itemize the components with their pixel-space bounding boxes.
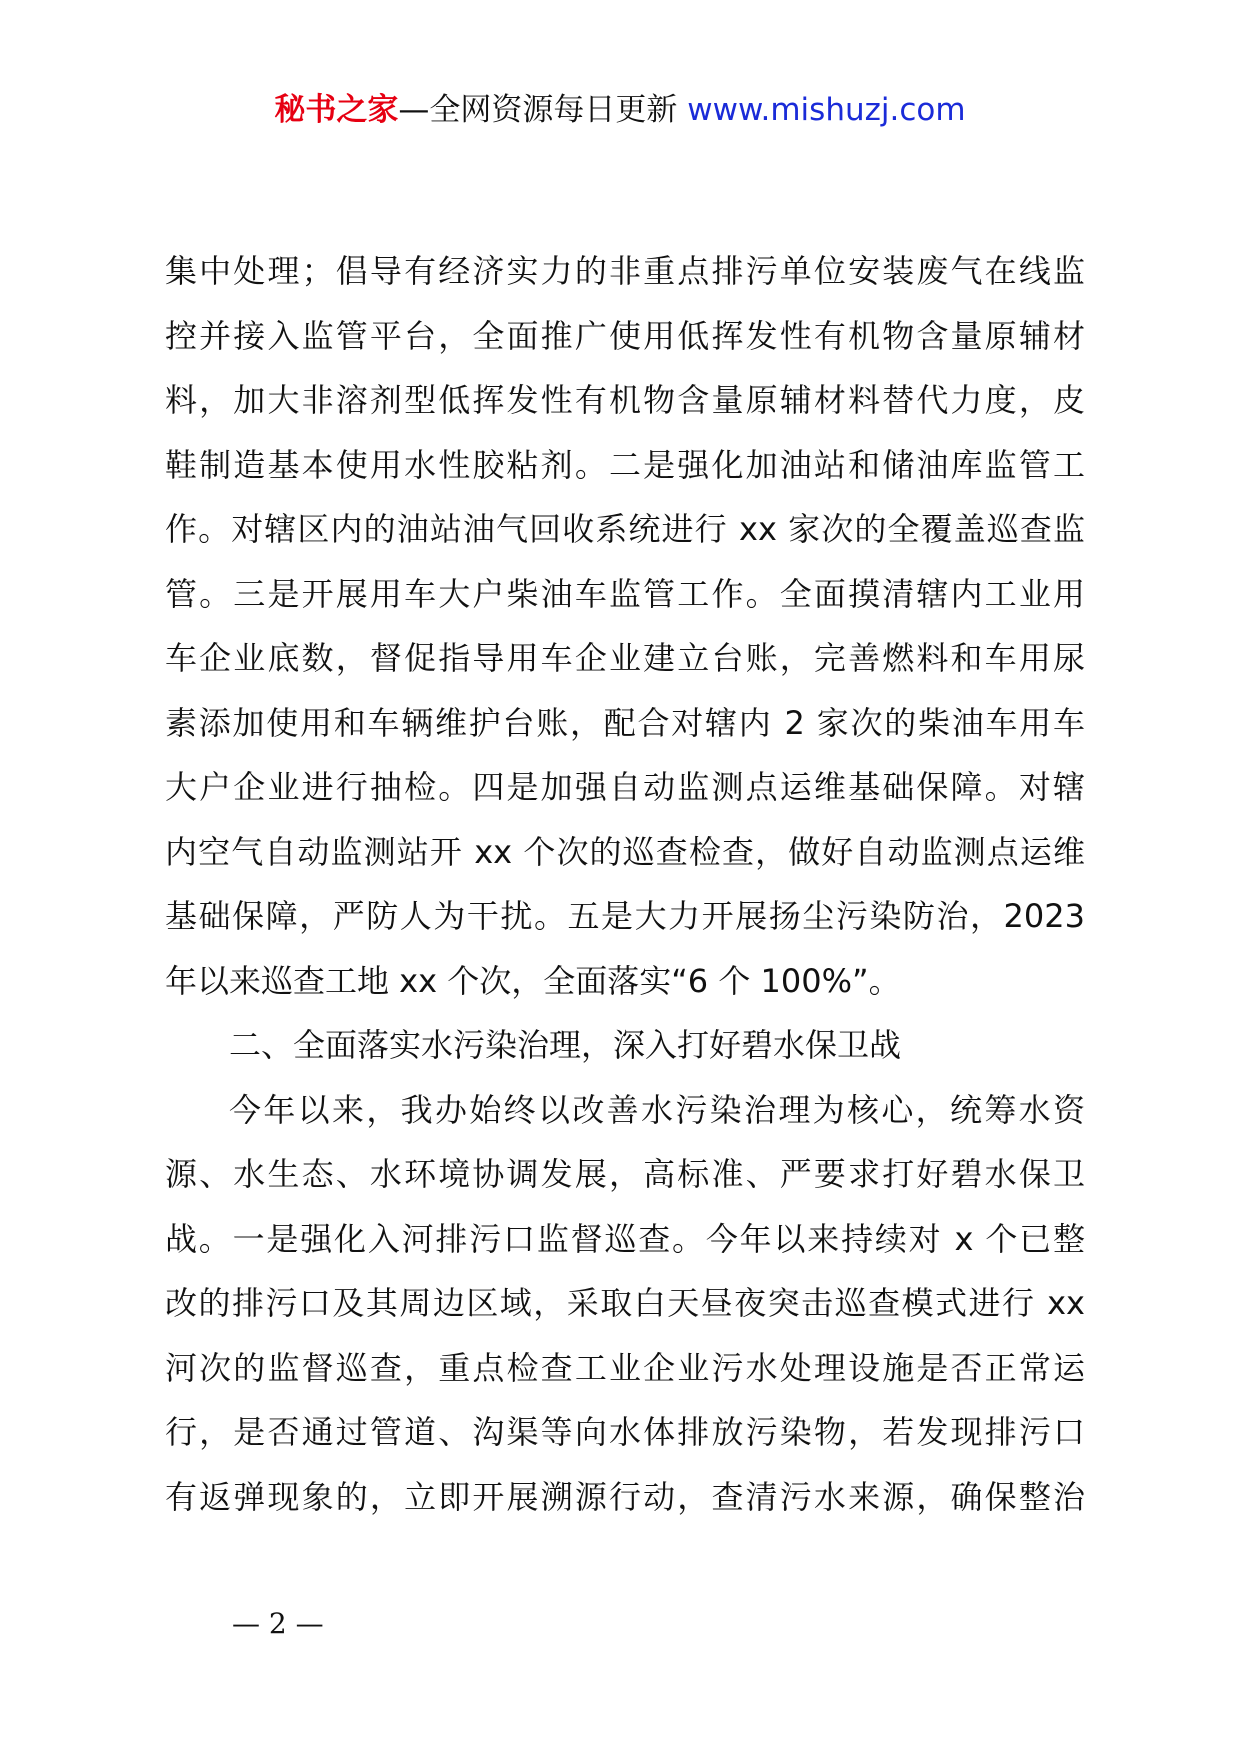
body-line: 改的排污口及其周边区域，采取白天昼夜突击巡查模式进行 xx xyxy=(165,1284,1085,1322)
body-line: 集中处理；倡导有经济实力的非重点排污单位安装废气在线监 xyxy=(165,252,1085,290)
body-line: 内空气自动监测站开 xx 个次的巡查检查，做好自动监测点运维 xyxy=(165,832,1085,871)
body-line: 控并接入监管平台，全面推广使用低挥发性有机物含量原辅材 xyxy=(165,316,1085,355)
body-line: 今年以来，我办始终以改善水污染治理为核心，统筹水资 xyxy=(229,1090,1085,1129)
body-line: 战。一是强化入河排污口监督巡查。今年以来持续对 x 个已整 xyxy=(165,1219,1085,1258)
body-line: 鞋制造基本使用水性胶粘剂。二是强化加油站和储油库监管工 xyxy=(165,445,1085,484)
body-line: 年以来巡查工地 xx 个次，全面落实“6 个 100%”。 xyxy=(165,961,901,1000)
site-url: www.mishuzj.com xyxy=(687,92,966,128)
body-line: 料，加大非溶剂型低挥发性有机物含量原辅材料替代力度，皮 xyxy=(165,381,1085,419)
document-body xyxy=(165,239,1085,1529)
site-brand: 秘书之家 xyxy=(274,92,399,128)
body-line: 源、水生态、水环境协调发展，高标准、严要求打好碧水保卫 xyxy=(165,1155,1085,1193)
body-line: 大户企业进行抽检。四是加强自动监测点运维基础保障。对辖 xyxy=(165,768,1085,806)
section-heading: 二、全面落实水污染治理，深入打好碧水保卫战 xyxy=(229,1026,902,1064)
body-line: 行，是否通过管道、沟渠等向水体排放污染物，若发现排污口 xyxy=(165,1413,1085,1451)
page-number: — 2 — xyxy=(232,1607,324,1640)
site-banner xyxy=(0,88,1240,132)
body-line: 作。对辖区内的油站油气回收系统进行 xx 家次的全覆盖巡查监 xyxy=(165,510,1085,548)
body-line: 素添加使用和车辆维护台账，配合对辖内 2 家次的柴油车用车 xyxy=(165,703,1085,742)
body-line: 车企业底数，督促指导用车企业建立台账，完善燃料和车用尿 xyxy=(165,639,1085,677)
body-line: 管。三是开展用车大户柴油车监管工作。全面摸清辖内工业用 xyxy=(165,574,1085,613)
body-line: 有返弹现象的，立即开展溯源行动，查清污水来源，确保整治 xyxy=(165,1477,1085,1516)
body-line: 基础保障，严防人为干扰。五是大力开展扬尘污染防治，2023 xyxy=(165,897,1085,935)
body-line: 河次的监督巡查，重点检查工业企业污水处理设施是否正常运 xyxy=(165,1348,1085,1387)
site-tagline: —全网资源每日更新 xyxy=(398,92,688,128)
